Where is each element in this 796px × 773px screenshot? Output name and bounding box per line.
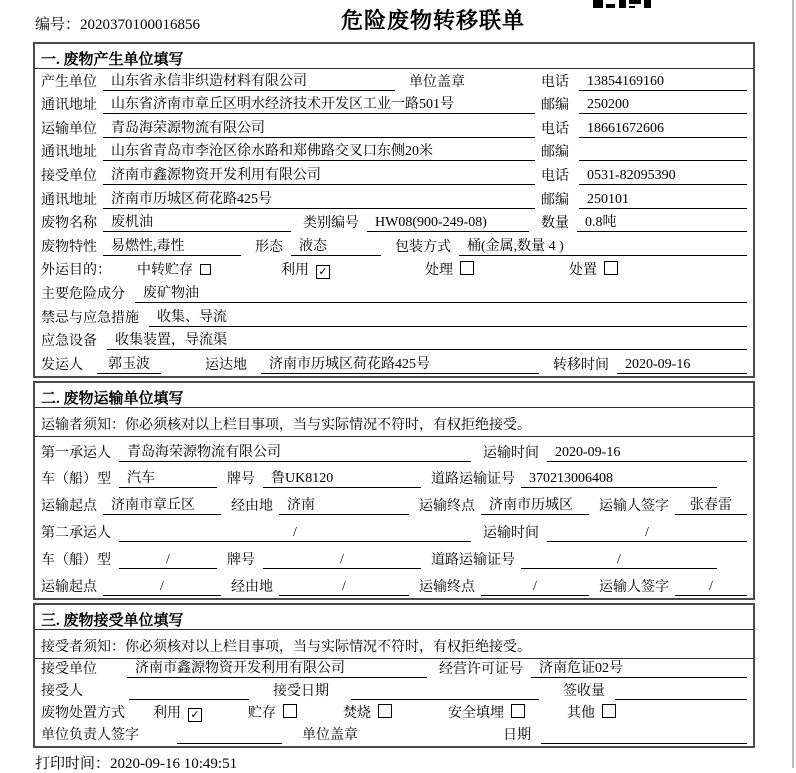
receiver-address-value: 济南市历城区荷花路425号 xyxy=(103,188,535,209)
signer-2-label: 运输人签字 xyxy=(599,579,669,595)
transport-date-1-value: 2020-09-16 xyxy=(547,445,747,462)
section-receiver xyxy=(33,603,755,748)
print-time xyxy=(35,752,796,773)
transporter-address-label: 通讯地址 xyxy=(41,145,97,161)
main-hazard-label: 主要危险成分 xyxy=(41,286,125,302)
destination-value: 济南市历城区荷花路425号 xyxy=(261,353,539,374)
waste-form-label: 形态 xyxy=(255,239,283,255)
waste-category-label: 类别编号 xyxy=(303,216,359,232)
disposal-option-burn xyxy=(343,702,392,722)
row-carrier-1 xyxy=(35,437,753,464)
transport-date-2-value: / xyxy=(547,525,747,542)
vehicle-type-2-label: 车（船）型 xyxy=(41,552,111,568)
transporter-unit-value: 青岛海荣源物流有限公司 xyxy=(103,117,535,138)
via-2-value: / xyxy=(279,579,409,596)
origin-2-value: / xyxy=(103,579,221,596)
producer-address-label: 通讯地址 xyxy=(41,98,97,114)
signer-1-value: 张春雷 xyxy=(675,494,747,515)
purpose-storage-checkbox xyxy=(200,264,211,275)
accept-date-label: 接受日期 xyxy=(273,684,329,700)
main-hazard-value: 废矿物油 xyxy=(135,282,747,303)
producer-unit-label: 产生单位 xyxy=(41,74,97,90)
row-accept-person xyxy=(35,680,753,702)
row-emergency-equipment xyxy=(35,329,753,353)
receiver-zip-label: 邮编 xyxy=(541,192,569,208)
sender-label: 发运人 xyxy=(41,357,83,373)
receiver-unit-value: 济南市鑫源物资开发利用有限公司 xyxy=(103,164,535,185)
responsible-sign-value xyxy=(177,743,282,744)
producer-address-value: 山东省济南市章丘区明水经济技术开发区工业一路501号 xyxy=(103,93,535,114)
date-label: 日期 xyxy=(503,727,531,743)
transporter-zip-label: 邮编 xyxy=(541,145,569,161)
emergency-measures-value: 收集、导流 xyxy=(149,306,747,327)
row-responsible-sign xyxy=(35,724,753,746)
producer-phone-label: 电话 xyxy=(541,74,569,90)
unit-stamp-3-label: 单位盖章 xyxy=(302,727,358,743)
plate-1-label: 牌号 xyxy=(227,472,255,488)
receipt-qty-label: 签收量 xyxy=(563,684,605,700)
purpose-option-storage xyxy=(137,259,211,279)
print-time-label: 打印时间： xyxy=(35,755,111,772)
row-emergency-measures xyxy=(35,305,753,329)
row-receiver-unit xyxy=(35,163,753,187)
row-receiver-address xyxy=(35,187,753,211)
sender-value: 郭玉波 xyxy=(97,353,161,374)
emergency-measures-label: 禁忌与应急措施 xyxy=(41,310,139,326)
transfer-date-label: 转移时间 xyxy=(553,357,609,373)
disposal-use-checkbox: ✓ xyxy=(188,708,202,722)
row-carrier-2 xyxy=(35,517,753,544)
disposal-store-checkbox xyxy=(283,704,297,718)
packing-label: 包装方式 xyxy=(395,239,451,255)
page-edge-line xyxy=(792,0,794,768)
section-generator xyxy=(33,42,755,378)
disposal-option-landfill xyxy=(448,702,525,722)
license-label: 经营许可证号 xyxy=(439,662,523,678)
road-cert-1-label: 道路运输证号 xyxy=(431,472,515,488)
transport-date-2-label: 运输时间 xyxy=(483,525,539,541)
transporter-address-value: 山东省青岛市李沧区徐水路和郑佛路交叉口东侧20米 xyxy=(103,140,535,161)
doc-number-label: 编号： xyxy=(35,17,81,33)
row-vehicle-1 xyxy=(35,464,753,491)
row-route-1 xyxy=(35,490,753,517)
section-3-header: 三. 废物接受单位填写 xyxy=(35,605,753,630)
purpose-option-dispose xyxy=(569,259,618,279)
plate-2-value: / xyxy=(263,552,421,569)
disposal-store-label: 贮存 xyxy=(248,705,276,721)
receipt-qty-value xyxy=(615,699,747,700)
waste-traits-value: 易燃性,毒性 xyxy=(103,235,241,256)
producer-unit-value: 山东省永信非织造材料有限公司 xyxy=(103,70,395,91)
accept-person-value xyxy=(129,699,249,700)
vehicle-type-1-label: 车（船）型 xyxy=(41,472,111,488)
waste-qty-value: 0.8吨 xyxy=(577,211,747,232)
receiver-address-label: 通讯地址 xyxy=(41,192,97,208)
print-time-value: 2020-09-16 10:49:51 xyxy=(110,755,238,772)
transfer-purpose-label: 外运目的： xyxy=(41,263,111,279)
document-header xyxy=(0,0,796,42)
waste-category-value: HW08(900-249-08) xyxy=(367,215,529,232)
accept-date-value xyxy=(351,699,539,700)
receiver-unit-label: 接受单位 xyxy=(41,168,97,184)
disposal-option-use xyxy=(153,702,202,722)
section-transporter xyxy=(33,381,755,600)
license-value: 济南危证02号 xyxy=(531,657,747,678)
carrier-2-value: / xyxy=(119,525,471,542)
section-2-header: 二. 废物运输单位填写 xyxy=(35,383,753,408)
row-route-2 xyxy=(35,571,753,598)
carrier-1-label: 第一承运人 xyxy=(41,445,111,461)
vehicle-type-2-value: / xyxy=(119,552,217,569)
via-1-label: 经由地 xyxy=(231,499,273,515)
row-transporter-unit xyxy=(35,116,753,140)
waste-name-value: 废机油 xyxy=(103,211,291,232)
purpose-dispose-label: 处置 xyxy=(569,263,597,279)
plate-2-label: 牌号 xyxy=(227,552,255,568)
disposal-option-other xyxy=(567,702,616,722)
row-sender xyxy=(35,352,753,376)
disposal-burn-label: 焚烧 xyxy=(343,705,371,721)
transport-date-1-label: 运输时间 xyxy=(483,445,539,461)
disposal-burn-checkbox xyxy=(378,704,392,718)
row-main-hazard xyxy=(35,281,753,305)
packing-value: 桶(金属,数量 4 ) xyxy=(459,235,747,256)
receiver-phone-value: 0531-82095390 xyxy=(579,168,747,185)
transporter-phone-value: 18661672606 xyxy=(579,121,747,138)
via-2-label: 经由地 xyxy=(231,579,273,595)
disposal-use-label: 利用 xyxy=(153,705,181,721)
waste-form-value: 液态 xyxy=(291,235,381,256)
signer-1-label: 运输人签字 xyxy=(599,499,669,515)
row-producer-unit xyxy=(35,69,753,93)
transporter-notice: 运输者须知：你必须核对以上栏目事项，当与实际情况不符时，有权拒绝接受。 xyxy=(35,408,753,437)
purpose-use-checkbox: ✓ xyxy=(316,265,330,279)
producer-phone-value: 13854169160 xyxy=(579,74,747,91)
transporter-unit-label: 运输单位 xyxy=(41,121,97,137)
purpose-storage-label: 中转贮存 xyxy=(137,263,193,279)
receiver-phone-label: 电话 xyxy=(541,168,569,184)
row-disposal-method xyxy=(35,702,753,724)
disposal-landfill-checkbox xyxy=(511,704,525,718)
doc-number-value: 2020370100016856 xyxy=(80,17,201,33)
vehicle-type-1-value: 汽车 xyxy=(119,467,217,488)
disposal-other-checkbox xyxy=(602,704,616,718)
disposal-other-label: 其他 xyxy=(567,705,595,721)
transporter-zip-value xyxy=(579,160,747,161)
waste-name-label: 废物名称 xyxy=(41,216,97,232)
signer-2-value: / xyxy=(675,579,747,596)
producer-zip-label: 邮编 xyxy=(541,98,569,114)
section-1-header: 一. 废物产生单位填写 xyxy=(35,44,753,69)
via-1-value: 济南 xyxy=(279,494,409,515)
end-2-label: 运输终点 xyxy=(419,579,475,595)
emergency-equipment-value: 收集装置，导流渠 xyxy=(107,329,747,350)
end-1-value: 济南市历城区 xyxy=(481,494,589,515)
row-transporter-address xyxy=(35,140,753,164)
purpose-treat-label: 处理 xyxy=(425,263,453,279)
accept-unit-value: 济南市鑫源物资开发利用有限公司 xyxy=(127,657,427,678)
purpose-use-label: 利用 xyxy=(281,263,309,279)
destination-label: 运达地 xyxy=(205,357,247,373)
waste-traits-label: 废物特性 xyxy=(41,239,97,255)
row-transfer-purpose xyxy=(35,258,753,282)
road-cert-2-label: 道路运输证号 xyxy=(431,552,515,568)
purpose-option-treat xyxy=(425,259,474,279)
purpose-option-use xyxy=(281,259,330,279)
purpose-dispose-checkbox xyxy=(604,261,618,275)
disposal-method-label: 废物处置方式 xyxy=(41,705,125,721)
purpose-treat-checkbox xyxy=(460,261,474,275)
unit-stamp-label: 单位盖章 xyxy=(409,74,465,90)
row-producer-address xyxy=(35,93,753,117)
emergency-equipment-label: 应急设备 xyxy=(41,334,97,350)
date-value xyxy=(541,743,747,744)
end-2-value: / xyxy=(481,579,589,596)
origin-1-label: 运输起点 xyxy=(41,499,97,515)
road-cert-2-value: / xyxy=(521,552,717,569)
disposal-option-store xyxy=(248,702,297,722)
waste-qty-label: 数量 xyxy=(541,216,569,232)
transporter-phone-label: 电话 xyxy=(541,121,569,137)
accept-unit-label: 接受单位 xyxy=(41,662,97,678)
road-cert-1-value: 370213006408 xyxy=(521,471,717,488)
receiver-zip-value: 250101 xyxy=(579,192,747,209)
row-vehicle-2 xyxy=(35,544,753,571)
origin-2-label: 运输起点 xyxy=(41,579,97,595)
receiver-notice: 接受者须知：你必须核对以上栏目事项，当与实际情况不符时，有权拒绝接受。 xyxy=(35,630,753,659)
producer-zip-value: 250200 xyxy=(579,97,747,114)
transfer-date-value: 2020-09-16 xyxy=(617,357,747,374)
plate-1-value: 鲁UK8120 xyxy=(263,467,421,488)
qr-code-fragment xyxy=(593,0,655,9)
accept-person-label: 接受人 xyxy=(41,684,83,700)
row-accept-unit xyxy=(35,659,753,681)
carrier-1-value: 青岛海荣源物流有限公司 xyxy=(119,441,471,462)
doc-title: 危险废物转移联单 xyxy=(340,8,525,33)
transfer-form xyxy=(33,42,755,748)
carrier-2-label: 第二承运人 xyxy=(41,525,111,541)
end-1-label: 运输终点 xyxy=(419,499,475,515)
disposal-landfill-label: 安全填埋 xyxy=(448,705,504,721)
responsible-sign-label: 单位负责人签字 xyxy=(41,727,139,743)
origin-1-value: 济南市章丘区 xyxy=(103,494,221,515)
row-waste-traits xyxy=(35,234,753,258)
row-waste-name xyxy=(35,211,753,235)
